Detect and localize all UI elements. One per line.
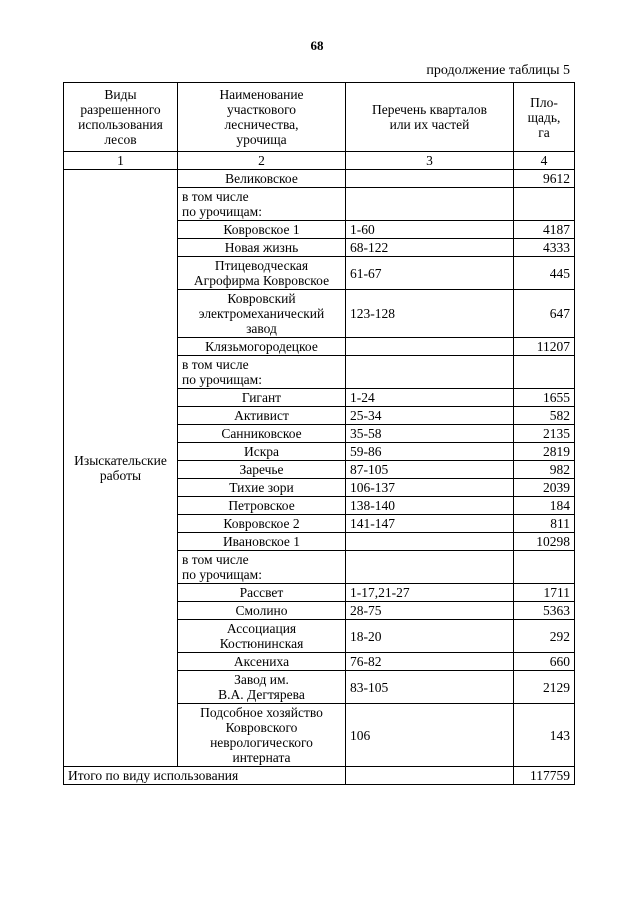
quarters-cell: 1-17,21-27: [346, 584, 514, 602]
quarters-cell: [346, 188, 514, 221]
area-cell: 4187: [514, 221, 575, 239]
forest-usage-table: [63, 82, 575, 785]
area-cell: 647: [514, 290, 575, 338]
area-cell: 292: [514, 620, 575, 653]
header-usage-type: Виды разрешенного использования лесов: [64, 83, 178, 152]
area-cell: 2039: [514, 479, 575, 497]
header-forestry-name: Наименование участкового лесничества, урочища: [178, 83, 346, 152]
quarters-cell: 123-128: [346, 290, 514, 338]
forestry-name-cell: Заречье: [178, 461, 346, 479]
area-cell: 184: [514, 497, 575, 515]
forestry-name-cell: Новая жизнь: [178, 239, 346, 257]
quarters-cell: [346, 551, 514, 584]
forestry-name-cell: Аксениха: [178, 653, 346, 671]
area-cell: 11207: [514, 338, 575, 356]
quarters-cell: 106-137: [346, 479, 514, 497]
area-cell: 1711: [514, 584, 575, 602]
column-number: 3: [346, 152, 514, 170]
table-row: [64, 170, 575, 188]
quarters-cell: 138-140: [346, 497, 514, 515]
forestry-name-cell: Смолино: [178, 602, 346, 620]
quarters-cell: 68-122: [346, 239, 514, 257]
quarters-cell: 87-105: [346, 461, 514, 479]
total-label: Итого по виду использования: [64, 767, 346, 785]
quarters-cell: [346, 170, 514, 188]
header-area: Пло- щадь, га: [514, 83, 575, 152]
forestry-name-cell: Активист: [178, 407, 346, 425]
total-quarters: [346, 767, 514, 785]
area-cell: 143: [514, 704, 575, 767]
area-cell: 9612: [514, 170, 575, 188]
forestry-name-cell: в том числе по урочищам:: [178, 356, 346, 389]
forestry-name-cell: в том числе по урочищам:: [178, 188, 346, 221]
table-continuation-note: продолжение таблицы 5: [426, 63, 570, 78]
quarters-cell: 18-20: [346, 620, 514, 653]
area-cell: 660: [514, 653, 575, 671]
area-cell: [514, 356, 575, 389]
forestry-name-cell: Ковровский электромеханический завод: [178, 290, 346, 338]
forestry-name-cell: Подсобное хозяйство Ковровского неврологического интерната: [178, 704, 346, 767]
forestry-name-cell: Тихие зори: [178, 479, 346, 497]
header-row: [64, 83, 575, 152]
forestry-name-cell: Рассвет: [178, 584, 346, 602]
quarters-cell: 76-82: [346, 653, 514, 671]
area-cell: 5363: [514, 602, 575, 620]
column-number: 2: [178, 152, 346, 170]
quarters-cell: [346, 338, 514, 356]
forestry-name-cell: Искра: [178, 443, 346, 461]
area-cell: 582: [514, 407, 575, 425]
forestry-name-cell: Великовское: [178, 170, 346, 188]
quarters-cell: 59-86: [346, 443, 514, 461]
total-row: [64, 767, 575, 785]
area-cell: 2819: [514, 443, 575, 461]
column-number-row: [64, 152, 575, 170]
forestry-name-cell: Санниковское: [178, 425, 346, 443]
area-cell: 4333: [514, 239, 575, 257]
usage-type-cell: Изыскательские работы: [64, 170, 178, 767]
area-cell: 445: [514, 257, 575, 290]
area-cell: 1655: [514, 389, 575, 407]
quarters-cell: 106: [346, 704, 514, 767]
forestry-name-cell: Клязьмогородецкое: [178, 338, 346, 356]
forestry-name-cell: Ассоциация Костюнинская: [178, 620, 346, 653]
forestry-name-cell: Ивановское 1: [178, 533, 346, 551]
quarters-cell: 141-147: [346, 515, 514, 533]
forestry-name-cell: Ковровское 1: [178, 221, 346, 239]
total-area: 117759: [514, 767, 575, 785]
area-cell: 2129: [514, 671, 575, 704]
quarters-cell: [346, 533, 514, 551]
area-cell: 982: [514, 461, 575, 479]
forestry-name-cell: Птицеводческая Агрофирма Ковровское: [178, 257, 346, 290]
forestry-name-cell: Гигант: [178, 389, 346, 407]
column-number: 1: [64, 152, 178, 170]
forestry-name-cell: Петровское: [178, 497, 346, 515]
column-number: 4: [514, 152, 575, 170]
page-number: 68: [310, 38, 324, 53]
forestry-name-cell: в том числе по урочищам:: [178, 551, 346, 584]
quarters-cell: 28-75: [346, 602, 514, 620]
area-cell: 811: [514, 515, 575, 533]
quarters-cell: 1-24: [346, 389, 514, 407]
area-cell: [514, 551, 575, 584]
area-cell: [514, 188, 575, 221]
quarters-cell: 25-34: [346, 407, 514, 425]
quarters-cell: 1-60: [346, 221, 514, 239]
area-cell: 10298: [514, 533, 575, 551]
quarters-cell: 61-67: [346, 257, 514, 290]
header-quarters: Перечень кварталов или их частей: [346, 83, 514, 152]
quarters-cell: 35-58: [346, 425, 514, 443]
quarters-cell: 83-105: [346, 671, 514, 704]
area-cell: 2135: [514, 425, 575, 443]
forestry-name-cell: Ковровское 2: [178, 515, 346, 533]
quarters-cell: [346, 356, 514, 389]
forestry-name-cell: Завод им. В.А. Дегтярева: [178, 671, 346, 704]
